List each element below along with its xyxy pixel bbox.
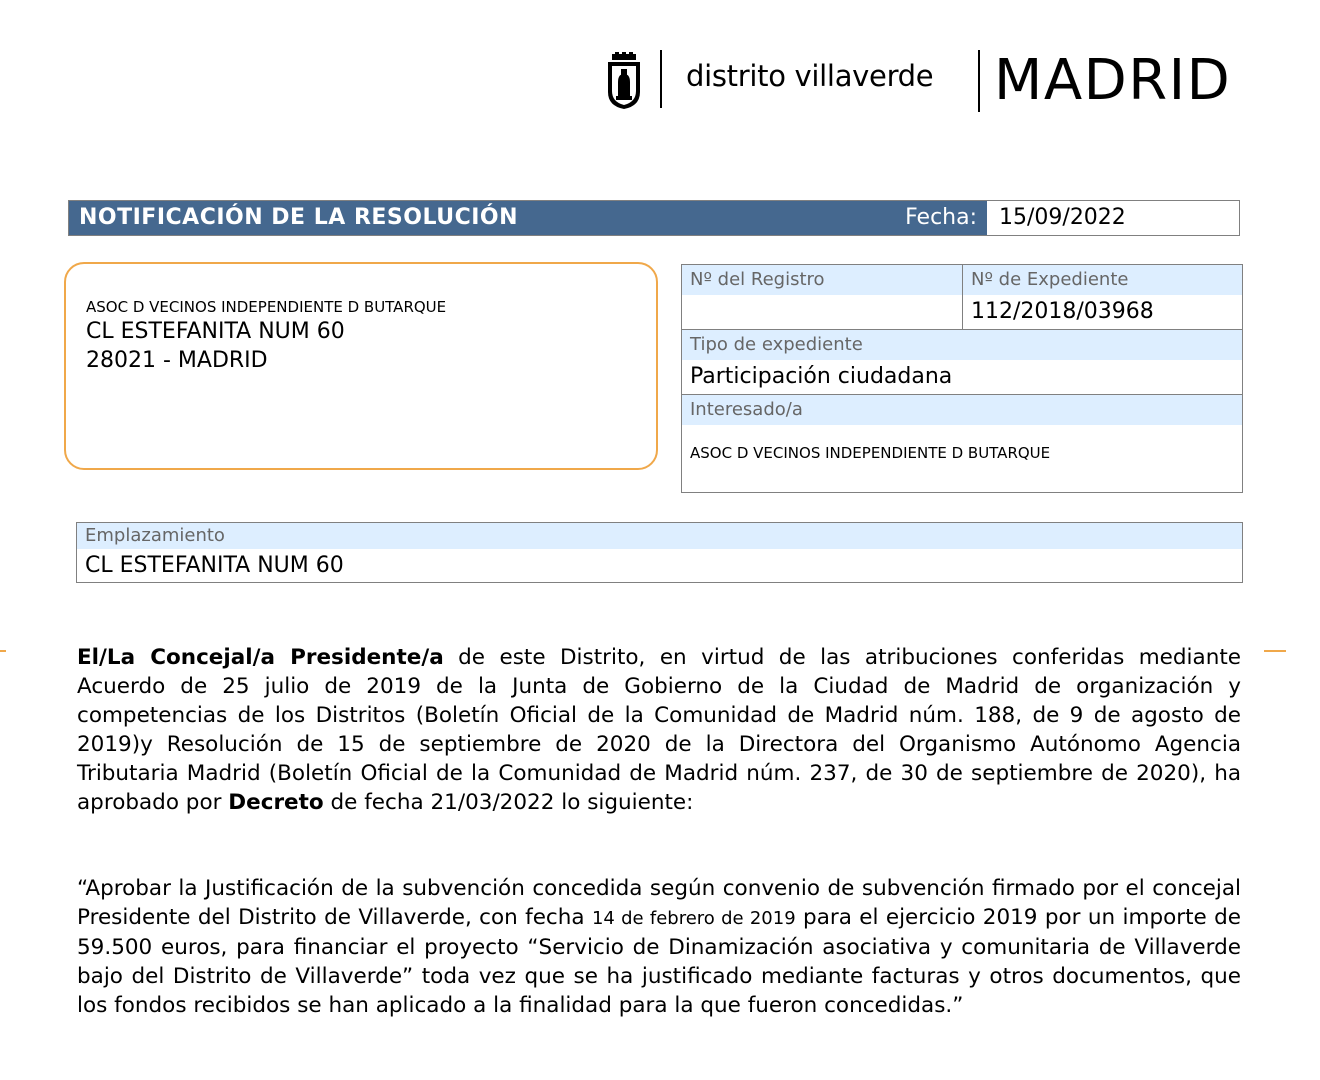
recipient-address-box <box>64 262 658 470</box>
recipient-name: ASOC D VECINOS INDEPENDIENTE D BUTARQUE <box>86 298 447 316</box>
district-name: distrito villaverde <box>686 59 934 93</box>
location-box <box>76 522 1243 583</box>
tipo-value: Participación ciudadana <box>690 364 953 389</box>
registro-label: Nº del Registro <box>682 265 962 295</box>
madrid-logo: MADRID <box>994 48 1232 113</box>
margin-mark-right <box>1264 650 1286 652</box>
tipo-label: Tipo de expediente <box>682 330 1242 360</box>
location-label: Emplazamiento <box>77 523 1242 549</box>
margin-mark-left <box>0 650 6 652</box>
notification-title: NOTIFICACIÓN DE LA RESOLUCIÓN <box>79 205 519 230</box>
interesado-value: ASOC D VECINOS INDEPENDIENTE D BUTARQUE <box>690 444 1051 462</box>
date-value: 15/09/2022 <box>999 205 1126 230</box>
expediente-label: Nº de Expediente <box>963 265 1242 295</box>
date-label: Fecha: <box>905 205 977 230</box>
quote-text: “Aprobar la Justificación de la subvención concedida según convenio de subvención firmado por el concejal Presidente del Distrito de Villaverde, con fecha <box>77 876 1241 930</box>
concejal-title: El/La Concejal/a Presidente/a <box>77 645 444 670</box>
record-info-table <box>681 264 1243 493</box>
paragraph-text-end: de fecha 21/03/2022 lo siguiente: <box>323 790 694 815</box>
agreement-date: 14 de febrero de 2019 <box>591 908 796 929</box>
recipient-street: CL ESTEFANITA NUM 60 <box>86 319 345 344</box>
madrid-crest-icon <box>606 52 642 110</box>
logo-separator <box>978 50 980 112</box>
quote-text-end: para el ejercicio 2019 por un importe de 59.500 euros, para financiar el proyecto “Servicio de Dinamización asociativa y comunitaria de Villaverde bajo del Distrito de Villaverde” toda vez que se ha justificado mediante facturas y otros documentos, que los fondos recibidos se han aplicado a la finalidad para la que fueron concedidas.” <box>77 905 1241 1018</box>
recipient-city: 28021 - MADRID <box>86 348 268 373</box>
decreto-word: Decreto <box>228 790 324 815</box>
expediente-value: 112/2018/03968 <box>971 299 1154 324</box>
location-value: CL ESTEFANITA NUM 60 <box>85 553 344 578</box>
notification-title-bar <box>68 200 1240 236</box>
resolution-paragraph <box>77 643 1241 817</box>
interesado-label: Interesado/a <box>682 395 1242 425</box>
header-separator <box>660 50 662 108</box>
decree-quote-paragraph <box>77 874 1241 1020</box>
paragraph-text: de este Distrito, en virtud de las atribuciones conferidas mediante Acuerdo de 25 julio de 2019 de la Junta de Gobierno de la Ciudad de Madrid de organización y competencias de los Distritos (Boletín Oficial de la Comunidad de Madrid núm. 188, de 9 de agosto de 2019)y Resolución de 15 de septiembre de 2020 de la Directora del Organismo Autónomo Agencia Tributaria Madrid (Boletín Oficial de la Comunidad de Madrid núm. 237, de 30 de septiembre de 2020), ha aprobado por <box>77 645 1241 815</box>
registro-value <box>682 295 962 329</box>
